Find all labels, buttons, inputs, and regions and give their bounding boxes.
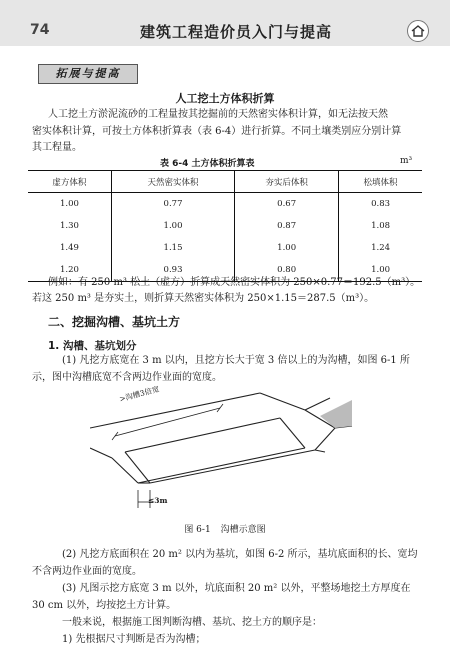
table-unit: m³ <box>400 156 413 166</box>
table-cell: 0.87 <box>235 215 339 237</box>
table-cell: 1.08 <box>339 215 422 237</box>
table-cell: 0.67 <box>235 193 339 216</box>
table-cell: 1.20 <box>28 259 111 282</box>
page-number: 74 <box>30 22 50 38</box>
table-row <box>28 237 422 259</box>
column-header: 夯实后体积 <box>235 171 339 193</box>
column-header: 虚方体积 <box>28 171 111 193</box>
p3-line-2: 30 cm 以外，均按挖土方计算。 <box>32 600 177 611</box>
table-cell: 1.00 <box>235 237 339 259</box>
p3-line-1: (3) 凡图示挖方底宽 3 m 以外，坑底面积 20 m² 以外，平整场地挖土方厚度在 <box>62 583 411 594</box>
table-cell: 1.49 <box>59 243 79 253</box>
table-row <box>28 193 422 216</box>
table-caption: 表 6-4 土方体积折算表 <box>160 159 255 169</box>
heading-trench-classification: 1. 沟槽、基坑划分 <box>48 340 137 352</box>
column-header: 松填体积 <box>339 171 422 193</box>
p4: 一般来说，根据施工图判断沟槽、基坑、挖土方的顺序是： <box>62 617 322 628</box>
width-label: ≤3m <box>148 496 168 505</box>
extension-badge <box>38 64 138 84</box>
extension-badge-label: 拓展与提高 <box>55 67 121 80</box>
length-label: >沟槽3倍宽 <box>118 384 161 404</box>
table-header-row <box>28 171 422 193</box>
trench-diagram <box>90 388 360 513</box>
house-icon <box>407 20 429 42</box>
house-icon-glyph <box>408 21 428 41</box>
table-cell: 1.00 <box>59 199 79 209</box>
table-cell: 0.80 <box>235 259 339 282</box>
intro-line-2: 密实体积计算，可按土方体积折算表（表 6-4）进行折算。不同土壤类别应分别计算 <box>32 126 402 137</box>
p2-line-2: 不含两边作业面的宽度。 <box>32 566 142 577</box>
volume-conversion-table <box>28 170 422 282</box>
figure-number: 图 6-1 <box>184 525 211 535</box>
table-row <box>28 215 422 237</box>
table-cell: 1.00 <box>111 215 234 237</box>
p1-line-1: (1) 凡挖方底宽在 3 m 以内，且挖方长大于宽 3 倍以上的为沟槽，如图 6-1 所 <box>62 355 410 366</box>
table-cell: 0.77 <box>111 193 234 216</box>
column-header: 天然密实体积 <box>111 171 234 193</box>
table-cell: 0.93 <box>111 259 234 282</box>
book-title: 建筑工程造价员入门与提高 <box>140 23 333 41</box>
p5: 1) 先根据尺寸判断是否为沟槽； <box>62 634 206 645</box>
intro-line-3: 其工程量。 <box>32 142 82 153</box>
table-cell: 1.15 <box>111 237 234 259</box>
table-cell: 1.00 <box>339 259 422 282</box>
table-cell: 0.83 <box>339 193 422 216</box>
figure-caption <box>0 522 450 535</box>
heading-trench-excavation: 二、挖掘沟槽、基坑土方 <box>48 315 181 329</box>
example-line-1: 例如：有 250 m³ 松土（虚方）折算成天然密实体积为 250×0.77＝192.5（m³）。 <box>48 277 421 288</box>
example-line-2: 若这 250 m³ 是夯实土，则折算天然密实体积为 250×1.15＝287.5（m³）。 <box>32 293 375 304</box>
table-cell: 1.30 <box>59 221 79 231</box>
section-title: 人工挖土方体积折算 <box>175 92 275 105</box>
figure-caption-text: 沟槽示意图 <box>220 525 266 535</box>
intro-line-1: 人工挖土方淤泥流砂的工程量按其挖掘前的天然密实体积计算，如无法按天然 <box>48 109 388 120</box>
p2-line-1: (2) 凡挖方底面积在 20 m² 以内为基坑，如图 6-2 所示，基坑底面积的长、宽均 <box>62 549 418 560</box>
p1-line-2: 示，图中沟槽底宽不含两边作业面的宽度。 <box>32 372 222 383</box>
table-cell: 1.24 <box>339 237 422 259</box>
